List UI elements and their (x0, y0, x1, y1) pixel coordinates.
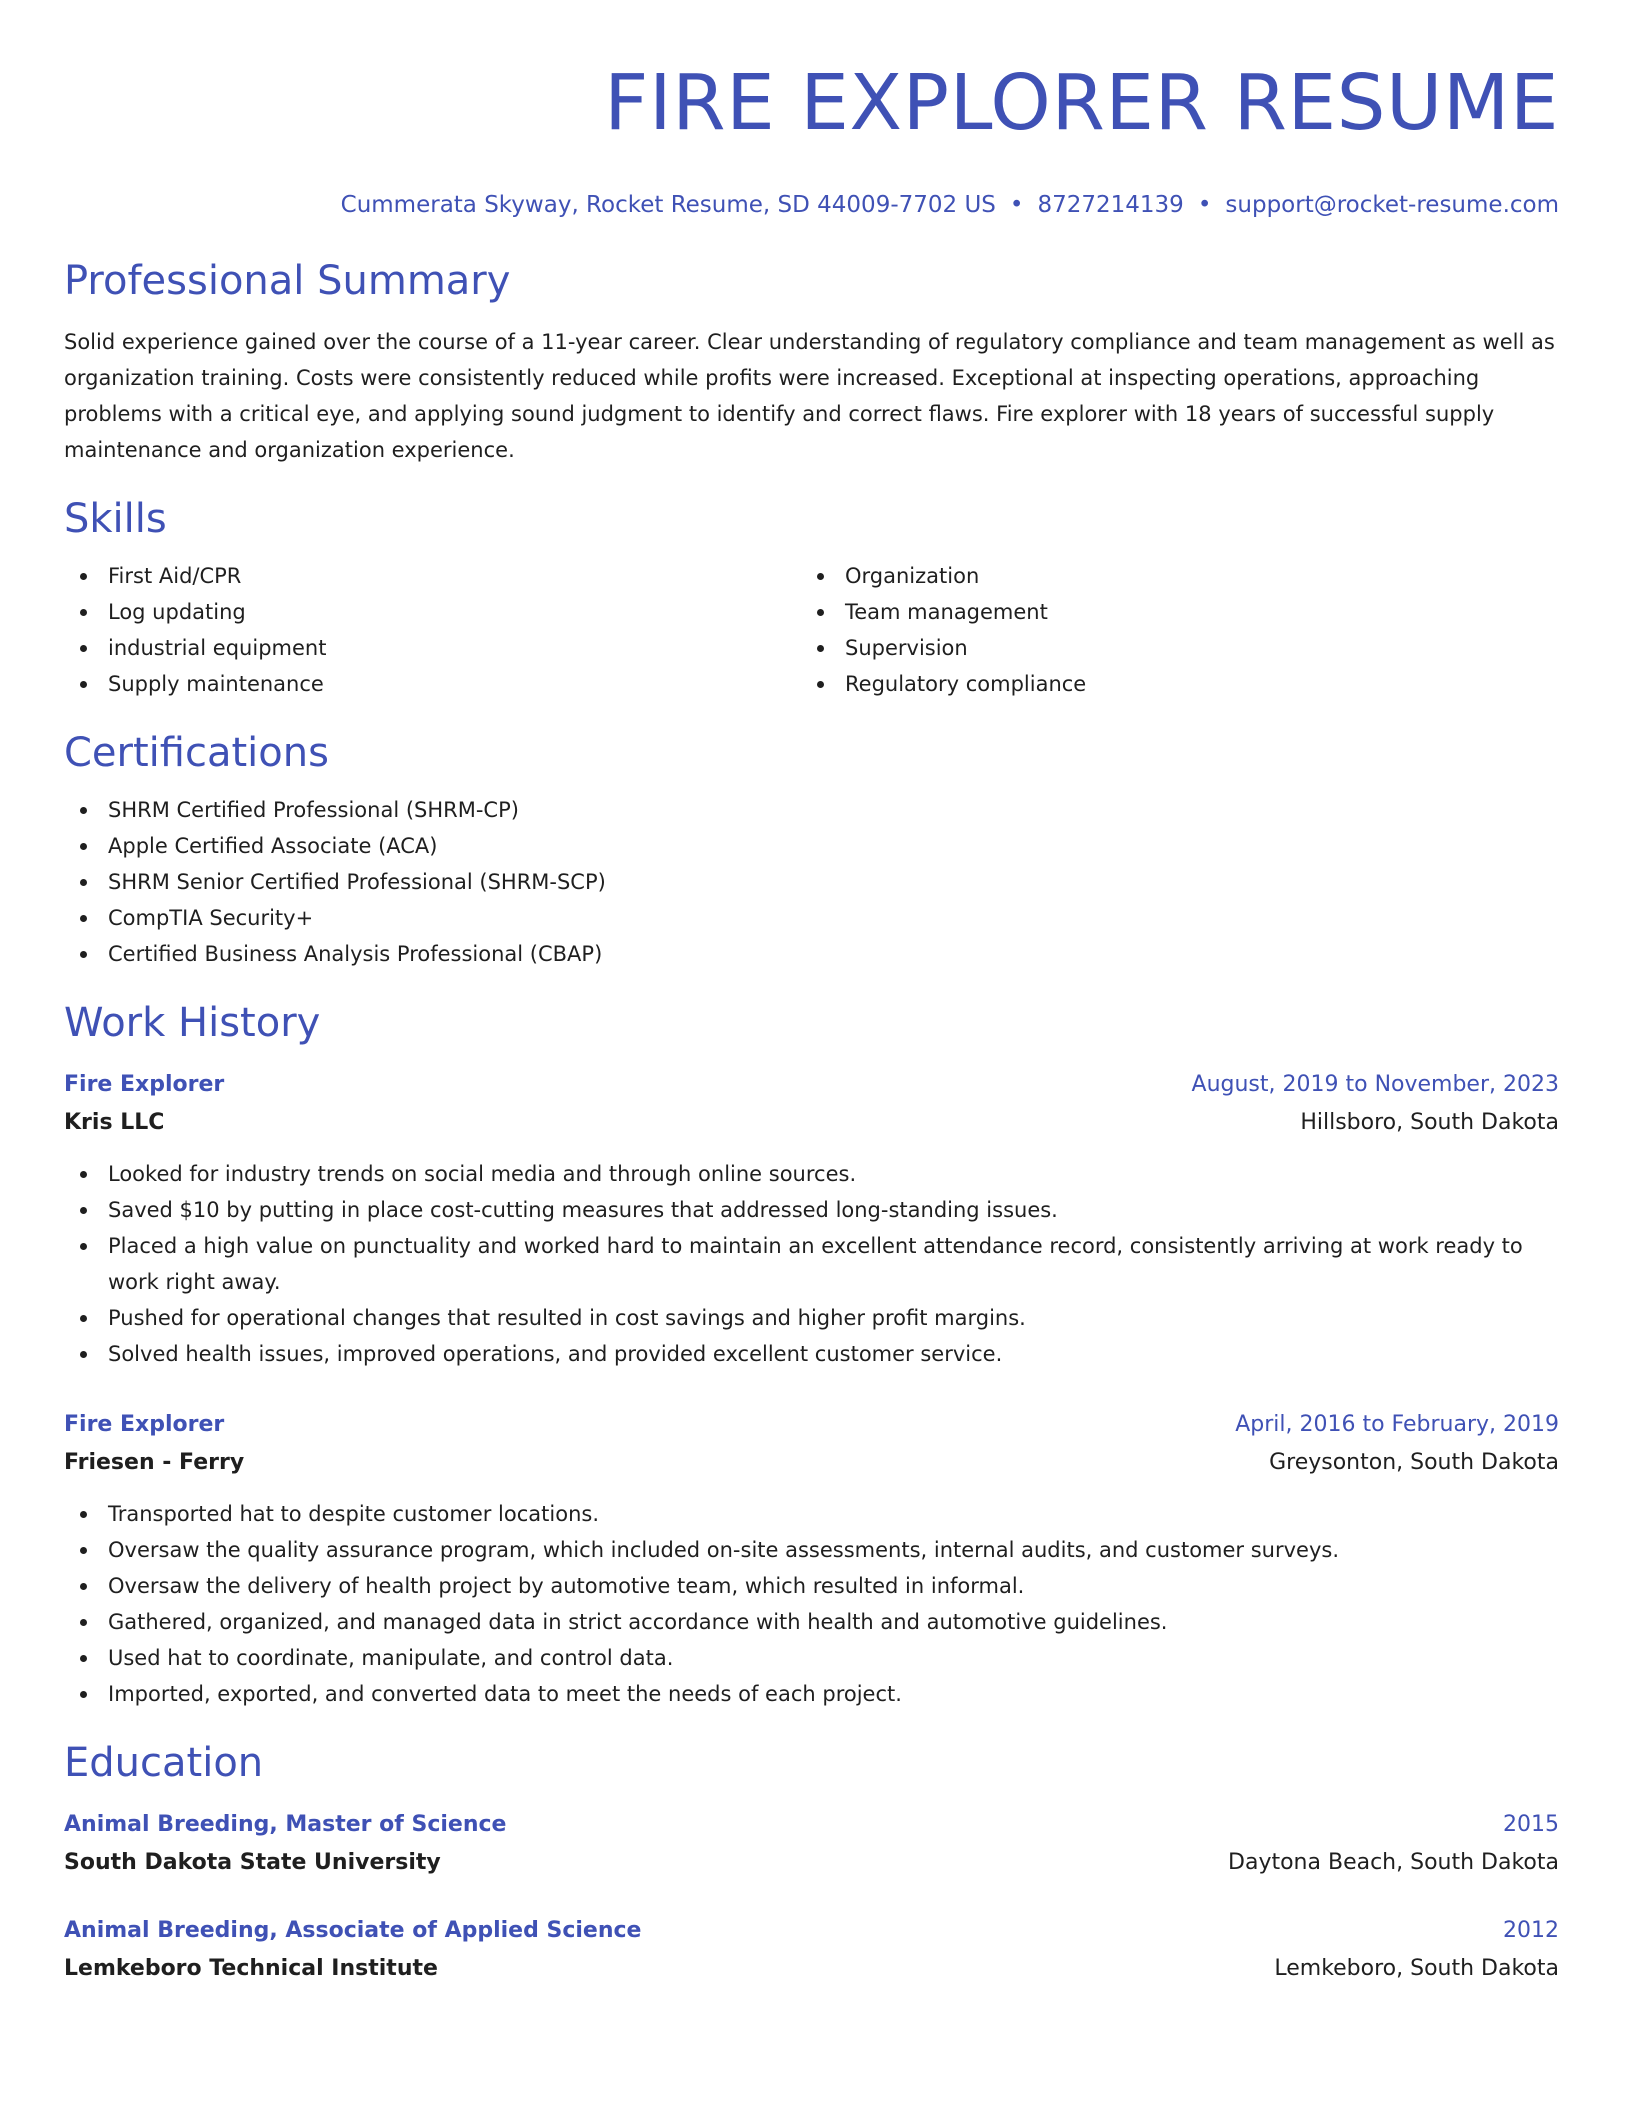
section-heading-work-history: Work History (64, 1000, 321, 1046)
education-entry (64, 1806, 1559, 1882)
job-company-row (64, 1104, 1559, 1142)
job-entry (64, 1066, 1559, 1372)
skills-list-left (64, 558, 801, 702)
job-location: Hillsboro, South Dakota (1300, 1110, 1559, 1135)
job-company: Kris LLC (64, 1110, 165, 1135)
job-company: Friesen - Ferry (64, 1450, 245, 1475)
contact-separator: • (1009, 192, 1024, 218)
certification-item: Apple Certified Associate (ACA) (64, 828, 1559, 864)
job-bullet: Pushed for operational changes that resulted in cost savings and higher profit margins. (64, 1300, 1559, 1336)
job-bullet: Looked for industry trends on social media and through online sources. (64, 1156, 1559, 1192)
job-header-row (64, 1066, 1559, 1104)
job-entry (64, 1406, 1559, 1712)
contact-separator: • (1197, 192, 1212, 218)
skill-item: Log updating (64, 594, 801, 630)
skill-item: Supervision (801, 630, 1538, 666)
section-heading-education: Education (64, 1740, 264, 1786)
skill-item: industrial equipment (64, 630, 801, 666)
certification-item: CompTIA Security+ (64, 900, 1559, 936)
summary-text: Solid experience gained over the course of a 11-year career. Clear understanding of regulatory compliance and team management as well as organization training. Costs were consistently reduced while profits were increased. Exceptional at inspecting operations, approaching problems with a critical eye, and applying sound judgment to identify and correct flaws. Fire explorer with 18 years of successful supply maintenance and organization experience. (64, 330, 1555, 462)
education-year: 2012 (1503, 1918, 1559, 1943)
job-bullets (64, 1496, 1559, 1712)
work-history-section (64, 998, 1559, 1712)
education-section (64, 1738, 1559, 1988)
job-bullet: Gathered, organized, and managed data in strict accordance with health and automotive guidelines. (64, 1604, 1559, 1640)
job-dates: April, 2016 to February, 2019 (1235, 1412, 1559, 1437)
education-school-row (64, 1950, 1559, 1988)
resume-page (64, 0, 1559, 1988)
education-school: South Dakota State University (64, 1850, 441, 1875)
contact-address: Cummerata Skyway, Rocket Resume, SD 44009-7702 US (340, 192, 996, 218)
job-bullet: Used hat to coordinate, manipulate, and control data. (64, 1640, 1559, 1676)
certifications-list (64, 792, 1559, 972)
job-bullet: Transported hat to despite customer locations. (64, 1496, 1559, 1532)
skills-list-right (801, 558, 1538, 702)
skills-section (64, 494, 1559, 702)
skill-item: Supply maintenance (64, 666, 801, 702)
skill-item: First Aid/CPR (64, 558, 801, 594)
job-bullet: Solved health issues, improved operations, and provided excellent customer service. (64, 1336, 1559, 1372)
professional-summary-section (64, 256, 1559, 468)
contact-phone: 8727214139 (1037, 192, 1184, 218)
job-bullet: Oversaw the quality assurance program, which included on-site assessments, internal audits, and customer surveys. (64, 1532, 1559, 1568)
education-school-row (64, 1844, 1559, 1882)
education-location: Lemkeboro, South Dakota (1274, 1956, 1559, 1981)
section-heading-skills: Skills (64, 496, 167, 542)
resume-header (64, 0, 1559, 220)
education-header-row (64, 1806, 1559, 1844)
skill-item: Team management (801, 594, 1538, 630)
education-year: 2015 (1503, 1812, 1559, 1837)
job-bullet: Oversaw the delivery of health project by automotive team, which resulted in informal. (64, 1568, 1559, 1604)
certifications-section (64, 728, 1559, 972)
job-bullet: Imported, exported, and converted data to meet the needs of each project. (64, 1676, 1559, 1712)
education-location: Daytona Beach, South Dakota (1228, 1850, 1559, 1875)
job-title: Fire Explorer (64, 1412, 225, 1437)
job-dates: August, 2019 to November, 2023 (1191, 1072, 1559, 1097)
skill-item: Organization (801, 558, 1538, 594)
certification-item: SHRM Certified Professional (SHRM-CP) (64, 792, 1559, 828)
education-header-row (64, 1912, 1559, 1950)
job-bullets (64, 1156, 1559, 1372)
skills-grid (64, 558, 1559, 702)
skill-item: Regulatory compliance (801, 666, 1538, 702)
contact-line (64, 190, 1559, 220)
education-degree: Animal Breeding, Associate of Applied Science (64, 1918, 642, 1943)
job-location: Greysonton, South Dakota (1269, 1450, 1559, 1475)
education-degree: Animal Breeding, Master of Science (64, 1812, 507, 1837)
certification-item: SHRM Senior Certified Professional (SHRM-SCP) (64, 864, 1559, 900)
education-entry (64, 1912, 1559, 1988)
job-bullet: Placed a high value on punctuality and worked hard to maintain an excellent attendance record, consistently arriving at work ready to work right away. (64, 1228, 1559, 1300)
job-bullet: Saved $10 by putting in place cost-cutting measures that addressed long-standing issues. (64, 1192, 1559, 1228)
certification-item: Certified Business Analysis Professional (CBAP) (64, 936, 1559, 972)
resume-title: FIRE EXPLORER RESUME (604, 59, 1559, 148)
contact-email[interactable]: support@rocket-resume.com (1225, 192, 1559, 218)
job-title: Fire Explorer (64, 1072, 225, 1097)
job-header-row (64, 1406, 1559, 1444)
education-school: Lemkeboro Technical Institute (64, 1956, 438, 1981)
section-heading-certifications: Certifications (64, 730, 329, 776)
section-heading-summary: Professional Summary (64, 258, 511, 304)
job-company-row (64, 1444, 1559, 1482)
